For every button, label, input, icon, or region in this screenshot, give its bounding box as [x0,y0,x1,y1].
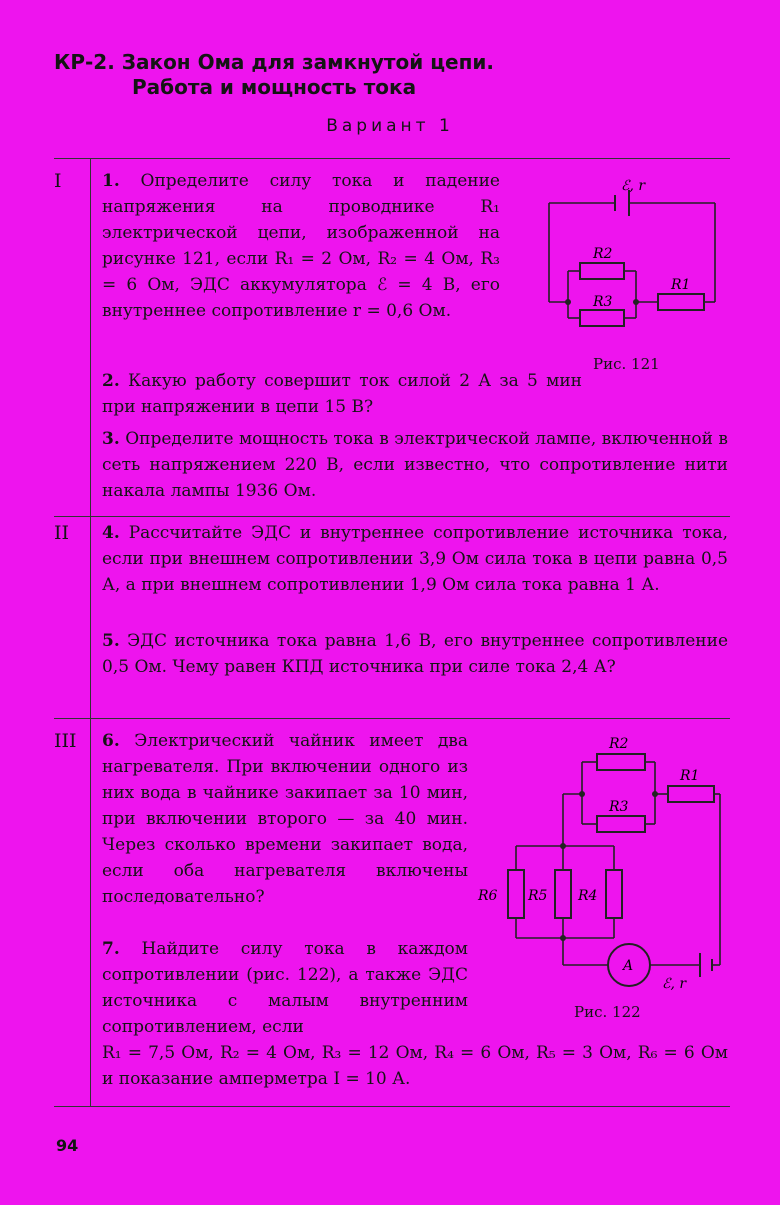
section-roman-1: I [54,170,62,192]
problem-5 [102,628,728,680]
problem-4-number: 4. [102,523,120,543]
resistor-r5 [555,870,571,918]
fig122-r1-label: R1 [680,768,700,784]
problem-7-text-a: Найдите силу тока в каждом сопротивлении (рис. 122), а также ЭДС источника с малым внутренним сопротивлением, если [102,939,468,1037]
problem-7-number: 7. [102,939,120,959]
problem-6-text: Электрический чайник имеет два нагревателя. При включении одного из них вода в чайнике закипает за 10 мин, при включении второго — за 40 мин. Через сколько времени закипает вода, если оба нагревателя включены последовательно? [102,731,468,907]
page-number: 94 [56,1136,79,1155]
variant-heading: Вариант 1 [326,116,454,136]
section-roman-3: III [54,730,77,752]
resistor-r4 [606,870,622,918]
fig122-r5-label: R5 [528,888,548,904]
problem-2-number: 2. [102,371,120,391]
problem-5-number: 5. [102,631,120,651]
resistor-r2 [580,263,624,279]
problem-7-text-b: R₁ = 7,5 Ом, R₂ = 4 Ом, R₃ = 12 Ом, R₄ = 6 Ом, R₅ = 3 Ом, R₆ = 6 Ом и показание амперметра I = 10 А. [102,1043,728,1089]
fig121-source-label: ℰ, r [621,178,646,194]
section-roman-2: II [54,522,70,544]
title-line-1: КР-2. Закон Ома для замкнутой цепи. [54,50,495,74]
title-line-2: Работа и мощность тока [132,75,417,99]
table-rule-1 [54,516,730,517]
fig122-r3-label: R3 [609,799,629,815]
problem-4 [102,520,728,598]
problem-4-text: Рассчитайте ЭДС и внутреннее сопротивление источника тока, если при внешнем сопротивлении 3,9 Ом сила тока в цепи равна 0,5 А, а при внешнем сопротивлении 1,9 Ом сила тока равна 1 А. [102,523,728,595]
fig122-r2-label: R2 [609,736,629,752]
problem-5-text: ЭДС источника тока равна 1,6 В, его внутреннее сопротивление 0,5 Ом. Чему равен КПД источника при силе тока 2,4 А? [102,631,729,677]
problem-6-number: 6. [102,731,120,751]
resistor-r1 [668,786,714,802]
fig122-r6-label: R6 [478,888,498,904]
resistor-r1 [658,294,704,310]
figure-121-circuit [535,168,730,358]
page-title [54,50,494,100]
resistor-r6 [508,870,524,918]
problem-2-text: Какую работу совершит ток силой 2 А за 5 мин при напряжении в цепи 15 В? [102,371,583,417]
problem-6 [102,728,468,910]
resistor-r3 [597,816,645,832]
fig121-r2-label: R2 [593,246,613,262]
resistor-r2 [597,754,645,770]
resistor-r3 [580,310,624,326]
figure-122-caption: Рис. 122 [574,1003,641,1021]
figure-122-circuit [472,730,730,1002]
problem-1-text: Определите силу тока и падение напряжения на проводнике R₁ электрической цепи, изображенной на рисунке 121, если R₁ = 2 Ом, R₂ = 4 Ом, R₃ = 6 Ом, ЭДС аккумулятора ℰ = 4 В, его внутреннее сопротивление r = 0,6 Ом. [102,171,500,321]
problem-1-number: 1. [102,171,120,191]
figure-121-caption: Рис. 121 [593,355,660,373]
problem-7-part-a [102,936,468,1040]
fig121-r1-label: R1 [671,277,691,293]
table-column-divider [90,158,91,1106]
fig121-r3-label: R3 [593,294,613,310]
problem-3-number: 3. [102,429,120,449]
problem-3 [102,426,728,504]
fig122-source-label: ℰ, r [662,976,687,992]
problem-3-text: Определите мощность тока в электрической лампе, включенной в сеть напряжением 220 В, если известно, что сопротивление нити накала лампы 1936 Ом. [102,429,728,501]
table-rule-2 [54,718,730,719]
problem-2 [102,368,582,420]
fig122-r4-label: R4 [578,888,598,904]
node-left [565,299,571,305]
problem-7-part-b [102,1040,728,1092]
fig122-ammeter-label: A [623,958,634,974]
problem-1 [102,168,500,324]
table-rule-top [54,158,730,159]
node-right [633,299,639,305]
table-rule-bottom [54,1106,730,1107]
